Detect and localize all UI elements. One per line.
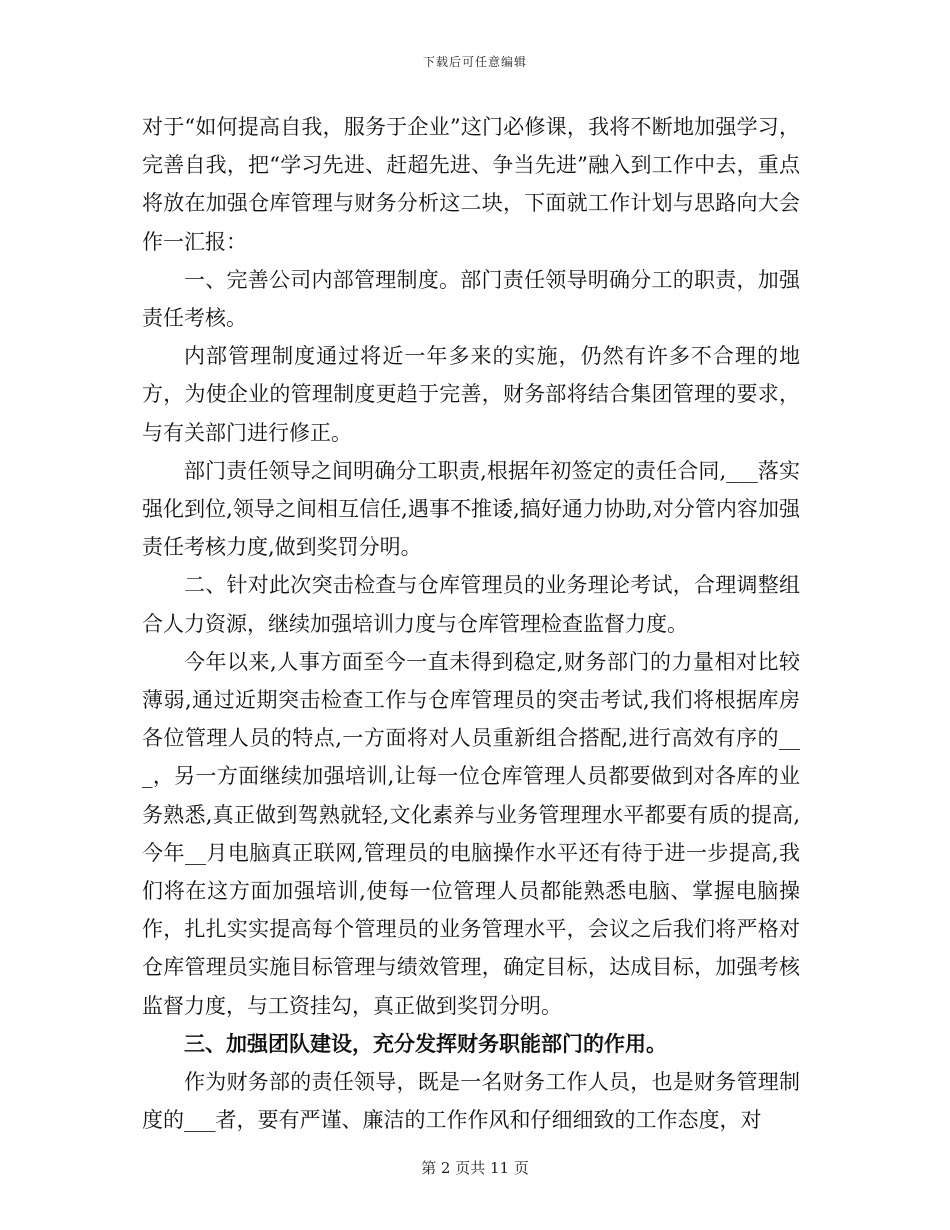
page-header: 下载后可任意编辑 (422, 55, 527, 69)
page-footer: 第 2 页共 11 页 (421, 1159, 529, 1177)
paragraph-internal-management: 内部管理制度通过将近一年多来的实施，仍然有许多不合理的地方，为使企业的管理制度更趋于完善，财务部将结合集团管理的要求，与有关部门进行修正。 (142, 344, 800, 445)
paragraph-section-2-heading: 二、针对此次突击检查与仓库管理员的业务理论考试，合理调整组合人力资源，继续加强培训力度与仓库管理检查监督力度。 (142, 573, 800, 636)
paragraph-section-1-heading: 一、完善公司内部管理制度。部门责任领导明确分工的职责，加强责任考核。 (142, 267, 800, 331)
paragraph-responsibility: 部门责任领导之间明确分工职责,根据年初签定的责任合同,___落实强化到位,领导之间相互信任,遇事不推诿,搞好通力协助,对分管内容加强责任考核力度,做到奖罚分明。 (142, 458, 800, 560)
paragraph-intro: 对于“如何提高自我，服务于企业”这门必修课，我将不断地加强学习，完善自我，把“学习先进、赶超先进、争当先进”融入到工作中去，重点将放在加强仓库管理与财务分析这二块，下面就工作计划与思路向大会作一汇报： (142, 115, 800, 254)
document-body (142, 108, 800, 1139)
paragraph-section-3-heading: 三、加强团队建设，充分发挥财务职能部门的作用。 (184, 1030, 667, 1056)
paragraph-finance-leader: 作为财务部的责任领导，既是一名财务工作人员，也是财务管理制度的___者，要有严谨、廉洁的工作作风和仔细细致的工作态度，对 (142, 1070, 800, 1133)
paragraph-personnel: 今年以来,人事方面至今一直未得到稳定,财务部门的力量相对比较薄弱,通过近期突击检查工作与仓库管理员的突击考试,我们将根据库房各位管理人员的特点,一方面将对人员重新组合搭配,进行高效有序的___，另一方面继续加强培训,让每一位仓库管理人员都要做到对各库的业务熟悉,真正做到驾熟就轻,文化素养与业务管理理水平都要有质的提高,今年__月电脑真正联网,管理员的电脑操作水平还有待于进一步提高,我们将在这方面加强培训,使每一位管理人员都能熟悉电脑、掌握电脑操作，扎扎实实提高每个管理员的业务管理水平，会议之后我们将严格对仓库管理员实施目标管理与绩效管理，确定目标，达成目标，加强考核监督力度，与工资挂勾，真正做到奖罚分明。 (142, 649, 800, 1018)
